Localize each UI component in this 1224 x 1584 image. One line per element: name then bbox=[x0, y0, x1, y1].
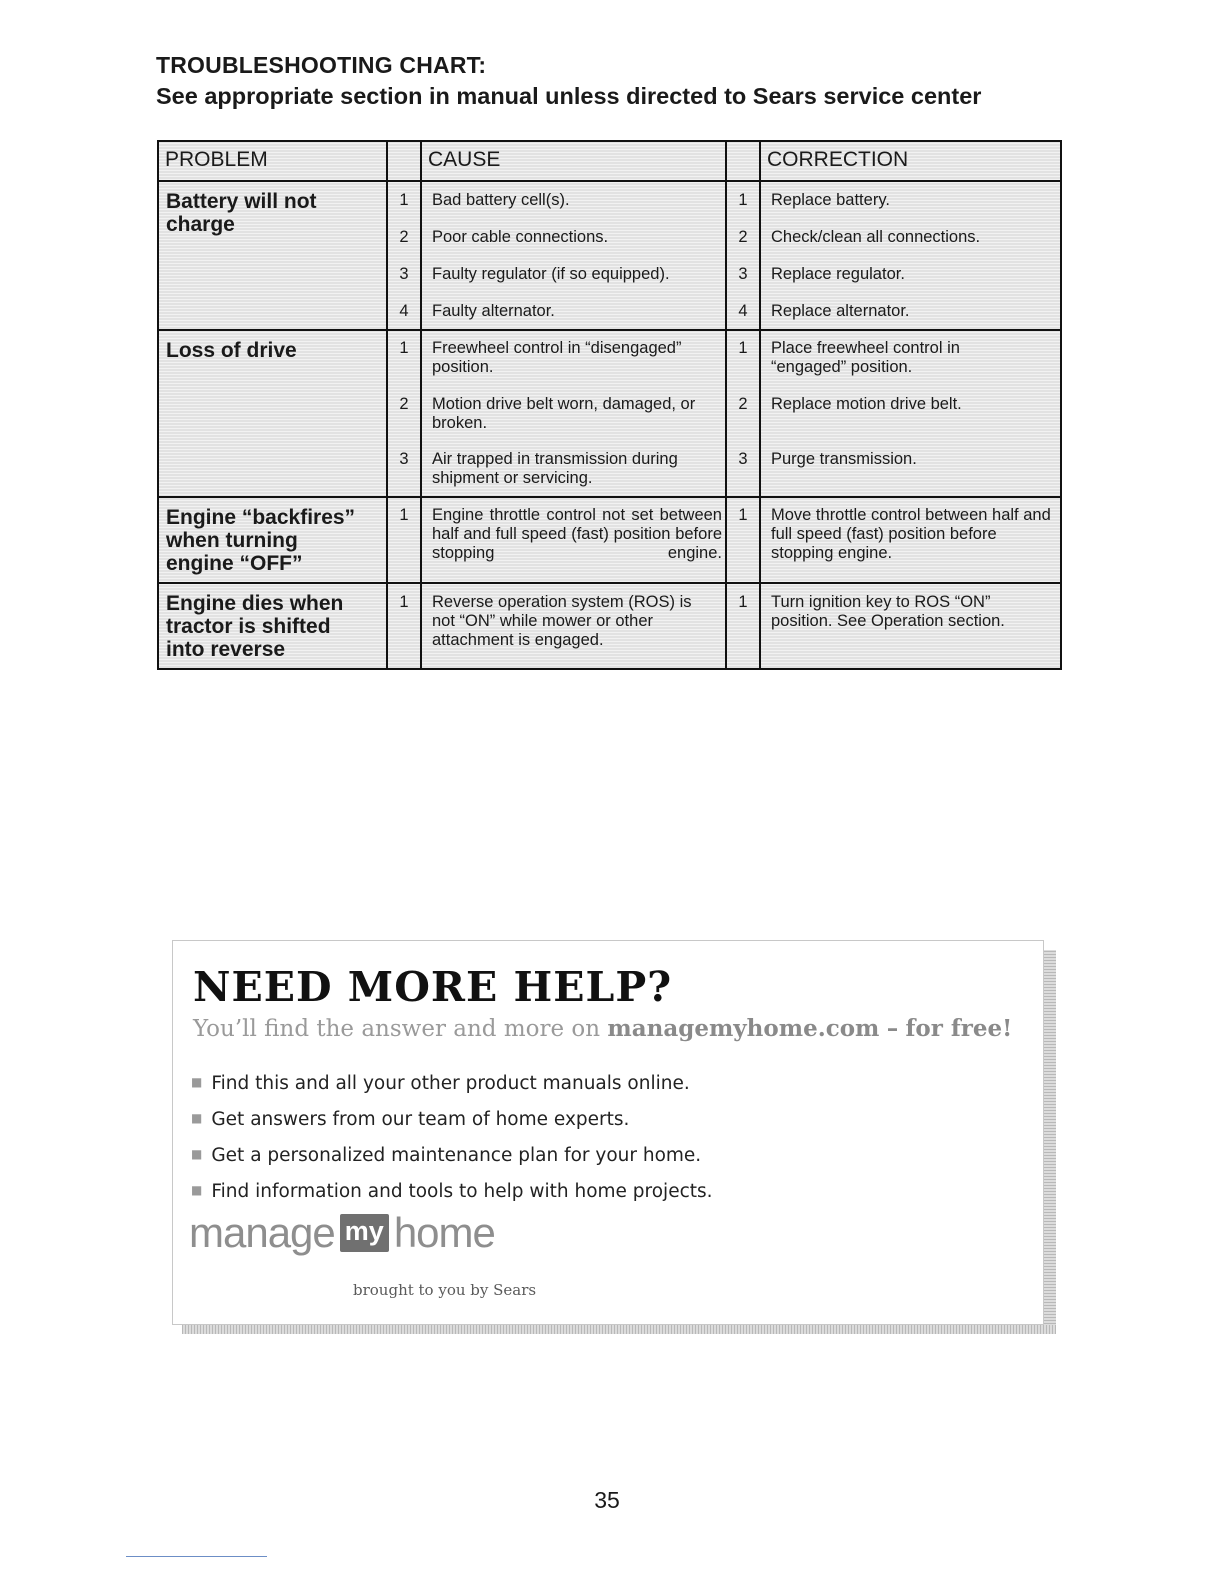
list-item-text: Get a personalized maintenance plan for your home. bbox=[211, 1145, 702, 1166]
correction-number: 1 bbox=[738, 593, 748, 611]
correction-text: Replace regulator. bbox=[771, 265, 905, 283]
bullet-icon: ■ bbox=[191, 1183, 203, 1197]
cause-number-cell bbox=[387, 583, 421, 669]
correction-number: 2 bbox=[738, 395, 748, 413]
chart-title: TROUBLESHOOTING CHART: bbox=[156, 52, 487, 78]
page-number: 35 bbox=[594, 1487, 620, 1513]
cause-text: Poor cable connections. bbox=[432, 228, 609, 246]
cause-text: Faulty regulator (if so equipped). bbox=[432, 265, 670, 283]
correction-number: 2 bbox=[738, 228, 748, 246]
correction-text: Purge transmission. bbox=[771, 450, 917, 468]
cause-number-header bbox=[387, 141, 421, 181]
correction-header: CORRECTION bbox=[760, 141, 1061, 181]
cause-text: Engine throttle control not set between half and full speed (fast) position before stopping engine. bbox=[432, 506, 722, 562]
cause-cell bbox=[421, 181, 726, 330]
help-bullet-list bbox=[191, 1065, 713, 1209]
list-item bbox=[191, 1137, 713, 1173]
help-subtitle-free: for free! bbox=[905, 1015, 1013, 1042]
correction-cell bbox=[760, 330, 1061, 497]
help-subtitle-dash: – bbox=[886, 1015, 899, 1042]
cause-text: Bad battery cell(s). bbox=[432, 191, 570, 209]
correction-text: Move throttle control between half and full speed (fast) position before stopping engine. bbox=[771, 506, 1051, 562]
list-item bbox=[191, 1065, 713, 1101]
page-heading bbox=[156, 50, 1076, 112]
help-title: NEED MORE HELP? bbox=[193, 963, 673, 1011]
cause-number: 1 bbox=[399, 506, 409, 524]
correction-number: 3 bbox=[738, 450, 748, 468]
table-row bbox=[158, 181, 1061, 330]
help-box-shadow bbox=[1044, 950, 1056, 1333]
footer-rule bbox=[126, 1556, 267, 1557]
cause-number: 1 bbox=[399, 191, 409, 209]
list-item bbox=[191, 1173, 713, 1209]
cause-number: 1 bbox=[399, 593, 409, 611]
correction-number-header bbox=[726, 141, 760, 181]
problem-line: when turning bbox=[166, 529, 298, 552]
table-row bbox=[158, 497, 1061, 583]
bullet-icon: ■ bbox=[191, 1147, 203, 1161]
managemyhome-logo bbox=[189, 1209, 495, 1263]
problem-line: tractor is shifted bbox=[166, 615, 331, 638]
logo-word-manage: manage bbox=[189, 1209, 335, 1256]
problem-line: Loss of drive bbox=[166, 339, 297, 362]
cause-text: Reverse operation system (ROS) is not “ON” while mower or other attachment is engaged. bbox=[432, 593, 692, 649]
cause-number: 1 bbox=[399, 339, 409, 357]
correction-cell bbox=[760, 583, 1061, 669]
correction-number: 3 bbox=[738, 265, 748, 283]
cause-cell bbox=[421, 330, 726, 497]
cause-text: Freewheel control in “disengaged” position. bbox=[432, 339, 682, 376]
logo-word-home: home bbox=[393, 1209, 495, 1256]
correction-number-cell bbox=[726, 583, 760, 669]
cause-text: Motion drive belt worn, damaged, or broken. bbox=[432, 395, 696, 432]
correction-text: Turn ignition key to ROS “ON” position. See Operation section. bbox=[771, 593, 1005, 630]
correction-number: 1 bbox=[738, 506, 748, 524]
correction-number: 4 bbox=[738, 302, 748, 320]
problem-line: Engine dies when bbox=[166, 592, 344, 615]
cause-number: 2 bbox=[399, 395, 409, 413]
correction-text: Replace motion drive belt. bbox=[771, 395, 962, 413]
correction-cell bbox=[760, 181, 1061, 330]
problem-cell bbox=[158, 497, 387, 583]
table-header-row bbox=[158, 141, 1061, 181]
bullet-icon: ■ bbox=[191, 1075, 203, 1089]
table-row bbox=[158, 583, 1061, 669]
list-item-text: Get answers from our team of home experts. bbox=[211, 1109, 630, 1130]
table-row bbox=[158, 330, 1061, 497]
help-subtitle bbox=[193, 1015, 1012, 1042]
help-subtitle-lead: You’ll find the answer and more on bbox=[193, 1016, 601, 1042]
chart-subtitle: See appropriate section in manual unless directed to Sears service center bbox=[156, 83, 982, 109]
cause-number-cell bbox=[387, 497, 421, 583]
problem-cell bbox=[158, 583, 387, 669]
help-box-shadow bbox=[182, 1325, 1056, 1334]
problem-line: Battery will not bbox=[166, 190, 317, 213]
cause-number: 4 bbox=[399, 302, 409, 320]
problem-header: PROBLEM bbox=[158, 141, 387, 181]
troubleshooting-table bbox=[157, 140, 1062, 670]
cause-text: Air trapped in transmission during shipment or servicing. bbox=[432, 450, 678, 487]
cause-number: 3 bbox=[399, 450, 409, 468]
cause-header: CAUSE bbox=[421, 141, 726, 181]
cause-text: Faulty alternator. bbox=[432, 302, 555, 320]
cause-cell bbox=[421, 497, 726, 583]
problem-line: charge bbox=[166, 213, 235, 236]
correction-text: Place freewheel control in “engaged” position. bbox=[771, 339, 960, 376]
list-item bbox=[191, 1101, 713, 1137]
correction-cell bbox=[760, 497, 1061, 583]
cause-number-cell bbox=[387, 330, 421, 497]
problem-line: engine “OFF” bbox=[166, 552, 303, 575]
bullet-icon: ■ bbox=[191, 1111, 203, 1125]
need-more-help-box bbox=[172, 940, 1044, 1325]
logo-box-my: my bbox=[340, 1214, 389, 1252]
correction-text: Replace battery. bbox=[771, 191, 890, 209]
cause-cell bbox=[421, 583, 726, 669]
logo-tagline: brought to you by Sears bbox=[353, 1281, 537, 1299]
correction-number-cell bbox=[726, 330, 760, 497]
cause-number: 2 bbox=[399, 228, 409, 246]
cause-number-cell bbox=[387, 181, 421, 330]
list-item-text: Find information and tools to help with home projects. bbox=[211, 1181, 713, 1202]
list-item-text: Find this and all your other product manuals online. bbox=[211, 1073, 690, 1094]
cause-number: 3 bbox=[399, 265, 409, 283]
correction-number: 1 bbox=[738, 339, 748, 357]
correction-number-cell bbox=[726, 181, 760, 330]
correction-number-cell bbox=[726, 497, 760, 583]
problem-line: Engine “backfires” bbox=[166, 506, 356, 529]
problem-cell bbox=[158, 181, 387, 330]
correction-text: Replace alternator. bbox=[771, 302, 910, 320]
help-website-link[interactable]: managemyhome.com bbox=[607, 1015, 880, 1042]
problem-cell bbox=[158, 330, 387, 497]
correction-text: Check/clean all connections. bbox=[771, 228, 981, 246]
problem-line: into reverse bbox=[166, 638, 286, 661]
correction-number: 1 bbox=[738, 191, 748, 209]
